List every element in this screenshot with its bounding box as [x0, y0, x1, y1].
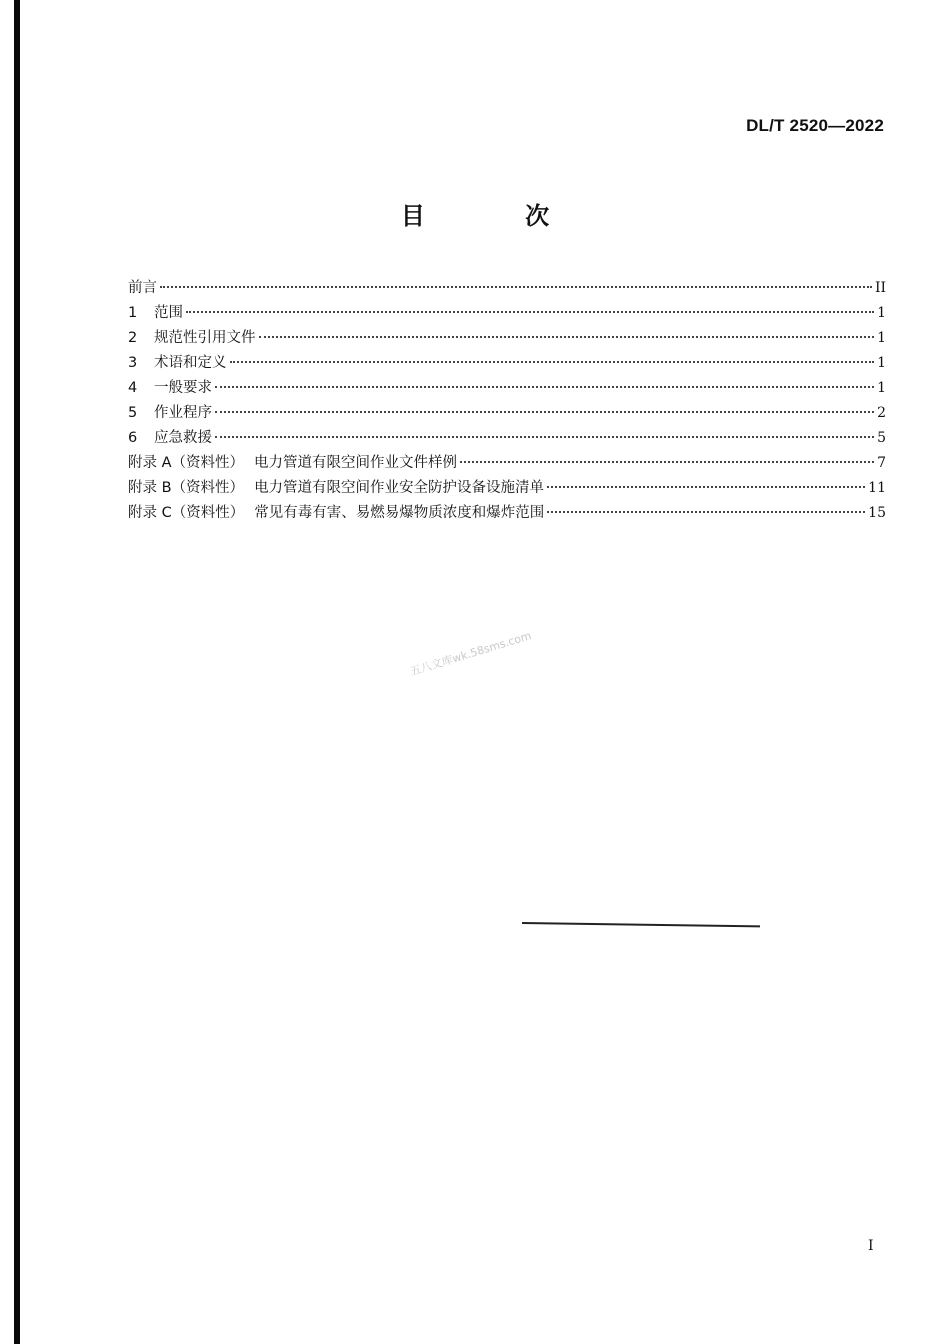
toc-entry-page: 1 — [877, 355, 886, 371]
toc-entry[interactable] — [128, 301, 886, 326]
watermark: 五八文库wk.58sms.com — [408, 629, 533, 679]
toc-leader-dots — [215, 385, 874, 388]
toc-entry-page: 5 — [877, 430, 886, 446]
toc-entry-number: 1 — [128, 305, 138, 321]
toc-entry-page: 1 — [877, 330, 886, 346]
toc-leader-dots — [259, 335, 875, 338]
toc-entry-label: 规范性引用文件 — [154, 330, 256, 346]
toc-entry-number: 5 — [128, 405, 138, 421]
toc-entry-number: 6 — [128, 430, 138, 446]
toc-appendix-entry[interactable] — [128, 476, 886, 501]
standard-code: DL/T 2520—2022 — [746, 116, 884, 135]
toc-leader-dots — [215, 410, 874, 413]
toc-entry-number: 3 — [128, 355, 138, 371]
toc-entry-label: 范围 — [154, 305, 183, 321]
toc-entry[interactable] — [128, 376, 886, 401]
toc-leader-dots — [215, 435, 874, 438]
toc-entry-label: 应急救援 — [154, 430, 212, 446]
page-number: I — [868, 1238, 874, 1254]
toc-entry-label: 术语和定义 — [154, 355, 227, 371]
toc-appendix-entry[interactable] — [128, 501, 886, 526]
toc-leader-dots — [547, 510, 865, 513]
end-rule — [522, 922, 760, 927]
toc-leader-dots — [460, 460, 874, 463]
toc-entry-page: 7 — [877, 455, 886, 471]
toc-entry-page: 1 — [877, 380, 886, 396]
toc-entry-number: 4 — [128, 380, 138, 396]
page-title: 目 次 — [400, 202, 596, 230]
table-of-contents — [128, 276, 886, 526]
toc-entry-page: 1 — [877, 305, 886, 321]
toc-appendix-entry[interactable] — [128, 451, 886, 476]
toc-entry-number: 2 — [128, 330, 138, 346]
toc-appendix-prefix: 附录 B（资料性） — [128, 480, 245, 496]
toc-entry-page: II — [874, 280, 886, 296]
toc-entry[interactable] — [128, 276, 886, 301]
toc-entry-label: 电力管道有限空间作业安全防护设备设施清单 — [254, 480, 545, 496]
toc-leader-dots — [230, 360, 875, 363]
toc-entry[interactable] — [128, 401, 886, 426]
toc-leader-dots — [547, 485, 865, 488]
toc-leader-dots — [160, 285, 872, 288]
toc-entry[interactable] — [128, 326, 886, 351]
toc-appendix-prefix: 附录 A（资料性） — [128, 455, 245, 471]
toc-entry[interactable] — [128, 426, 886, 451]
toc-entry-label: 作业程序 — [154, 405, 212, 421]
toc-entry-page: 2 — [877, 405, 886, 421]
toc-entry-page: 15 — [868, 505, 886, 521]
toc-leader-dots — [186, 310, 874, 313]
toc-entry-label: 一般要求 — [154, 380, 212, 396]
toc-entry-label: 电力管道有限空间作业文件样例 — [254, 455, 458, 471]
toc-appendix-prefix: 附录 C（资料性） — [128, 505, 245, 521]
toc-entry[interactable] — [128, 351, 886, 376]
toc-entry-label: 常见有毒有害、易燃易爆物质浓度和爆炸范围 — [254, 505, 545, 521]
toc-entry-page: 11 — [868, 480, 886, 496]
toc-entry-label: 前言 — [128, 280, 157, 296]
